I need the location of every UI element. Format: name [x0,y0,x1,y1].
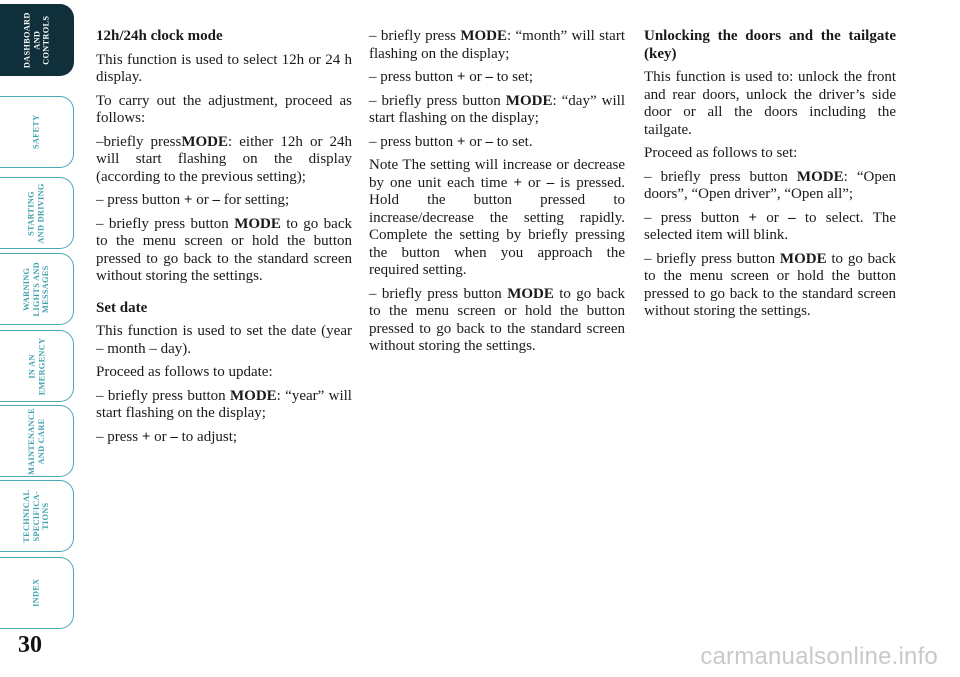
tab-starting-and-driving[interactable] [0,177,74,249]
section-heading: Set date [96,299,148,316]
paragraph [644,169,896,204]
text: – press button [369,133,457,150]
paragraph: This function is used to set the date (year – month – day). [96,323,352,357]
paragraph [96,388,352,423]
text: to go back to the menu screen or hold the button pressed to go back to the standard screen without storing the settings. [369,285,625,354]
text: to go back to the menu screen or hold the button pressed to go back to the standard screen without storing the settings. [96,215,352,284]
paragraph: Proceed as follows to update: [96,364,273,380]
text: – press button [96,192,184,208]
column-2 [369,28,625,362]
paragraph [644,210,896,245]
paragraph [369,157,625,280]
paragraph [369,286,625,356]
plus-key: + [456,69,466,85]
mode-key: MODE [460,28,507,44]
text: – briefly press button [644,250,780,267]
text: or [757,209,789,226]
mode-key: MODE [796,168,844,185]
watermark: carmanualsonline.info [700,643,938,670]
chapter-tabs [0,0,74,640]
tab-label: WARNING LIGHTS AND MESSAGES [22,261,51,317]
plus-key: + [748,209,758,226]
tab-label: IN AN EMERGENCY [27,337,46,395]
text: to set. [492,133,533,150]
text: or [192,192,213,208]
text: : “Open doors”, “Open driver”, “Open all”; [644,168,896,202]
paragraph [96,429,352,447]
paragraph: This function is used to: unlock the front and rear doors, unlock the driver’s side door or all the doors including the tailgate. [644,69,896,138]
text: to go back to the menu screen or hold the button pressed to go back to the standard screen without storing the settings. [644,250,896,319]
minus-key: – [485,69,493,85]
mode-key: MODE [779,250,827,267]
text: for setting; [219,192,290,208]
tab-label: TECHNICAL SPECIFICA- TIONS [22,489,51,543]
paragraph [96,192,352,210]
text: – briefly press button [644,168,797,185]
minus-key: – [485,133,493,150]
text: – press button [369,69,457,85]
section-heading: 12h/24h clock mode [96,28,223,44]
plus-key: + [183,192,193,208]
tab-label: SAFETY [31,114,41,150]
tab-warning-lights[interactable] [0,253,74,325]
tab-label: INDEX [31,578,41,608]
paragraph: Proceed as follows to set: [644,145,798,161]
minus-key: – [170,428,178,445]
tab-in-an-emergency[interactable] [0,330,74,402]
page-number: 30 [18,632,42,658]
text: – briefly press [369,28,461,44]
paragraph [644,251,896,321]
tab-maintenance-and-care[interactable] [0,405,74,477]
plus-key: + [141,428,151,445]
text: – press button [644,209,749,226]
text: is pressed. Hold the button pressed to increase/decrease the setting rapidly. Complete the setting by briefly pressing the button when you approach the required setting. [369,174,625,278]
paragraph [96,134,352,187]
text: or [465,69,486,85]
text: or [150,428,171,445]
text: – press [96,428,142,445]
mode-key: MODE [230,387,277,404]
text: – briefly press button [369,92,506,109]
paragraph: This function is used to select 12h or 24 h display. [96,51,352,85]
tab-technical-specifications[interactable] [0,480,74,552]
paragraph [369,28,625,63]
tab-dashboard-and-controls[interactable] [0,4,74,76]
paragraph [369,93,625,128]
text: – briefly press button [96,387,230,404]
text: to select. The selected item will blink. [644,209,896,243]
mode-key: MODE [181,133,229,150]
text: : “month” will start flashing on the display; [369,28,625,62]
text: : either 12h or 24h will start flashing on the display (according to the previous setting); [96,133,353,185]
mode-key: MODE [507,285,554,302]
text: : “year” will start flashing on the display; [96,387,352,421]
text: –briefly press [96,133,182,150]
column-1 [96,28,352,452]
plus-key: + [456,133,466,150]
text: Note The setting will increase or decrease by one unit each time [369,157,625,191]
text: – briefly press button [96,215,235,232]
paragraph: To carry out the adjustment, proceed as follows: [96,92,352,126]
text: – briefly press button [369,285,508,302]
tab-index[interactable] [0,557,74,629]
plus-key: + [513,174,522,191]
tab-label: DASHBOARD AND CONTROLS [22,12,51,68]
minus-key: – [212,192,220,208]
mode-key: MODE [505,92,553,109]
paragraph [96,216,352,286]
column-3 [644,28,896,327]
minus-key: – [788,209,796,226]
mode-key: MODE [234,215,281,232]
paragraph [369,134,625,152]
tab-label: MAINTENANCE AND CARE [26,407,46,475]
section-heading: Unlocking the doors and the tailgate (key) [644,28,896,62]
tab-label: STARTING AND DRIVING [26,182,46,244]
text: or [465,133,486,150]
minus-key: – [546,174,555,191]
text: : “day” will start flashing on the display; [369,92,625,126]
paragraph [369,69,625,87]
tab-safety[interactable] [0,96,74,168]
text: or [522,174,547,191]
text: to set; [492,69,533,85]
text: to adjust; [177,428,238,445]
